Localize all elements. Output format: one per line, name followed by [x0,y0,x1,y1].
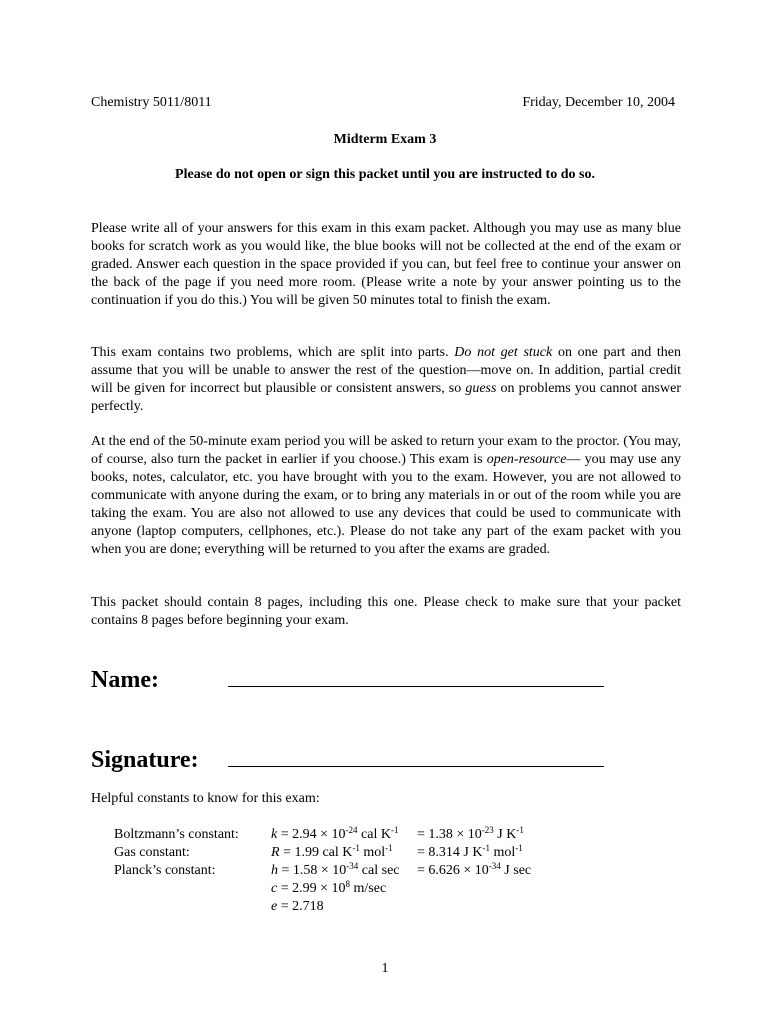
exponent: -1 [390,825,399,835]
paragraph-text: on one part and then assume that you will be unable to answer the rest of the question—move on. In addition, partial credit will be given for incorrect but plausible or consistent answers, so [91,345,682,396]
instructions-paragraph-4: This packet should contain 8 pages, including this one. Please check to make sure that your packet contains 8 pages before beginning your exam. [91,595,681,628]
exam-date: Friday, December 10, 2004 [522,95,675,110]
constant-label: Gas constant: [114,845,190,860]
emphasis-text: Do not get stuck [454,345,553,360]
constant-value-si [417,826,524,844]
value-text: = 1.38 × 10 [417,827,482,842]
signature-field-line[interactable] [228,766,604,767]
page-number: 1 [381,961,389,976]
constants-table [114,826,554,916]
constant-value [271,898,324,916]
constant-row-light [114,880,554,898]
constant-value-cal [271,844,393,862]
constant-symbol: R [271,845,280,860]
signature-label: Signature: [91,747,199,773]
exam-title: Midterm Exam 3 [333,132,437,147]
exponent: 8 [345,879,351,889]
constant-value-cal [271,862,400,880]
emphasis-text: guess [465,381,497,396]
name-field-line[interactable] [228,686,604,687]
constant-symbol: k [271,827,278,842]
constant-symbol: h [271,863,278,878]
name-label: Name: [91,667,159,693]
exponent: -1 [515,843,523,853]
instructions-paragraph-3 [91,433,681,559]
constant-symbol: e [271,899,278,914]
unit-text: J sec [500,863,532,878]
unit-text: J K [493,827,517,842]
exponent: -34 [488,861,501,871]
constant-symbol: c [271,881,278,896]
constant-value-si [417,844,523,862]
exponent: -1 [352,843,360,853]
exponent: -1 [385,843,393,853]
paragraph-text: At the end of the 50-minute exam period you will be asked to return your exam to the proctor. (You may, of course, also turn the packet in earlier if you choose.) This exam is [91,434,681,467]
constant-value-si [417,862,531,880]
paragraph-text: on problems you cannot answer perfectly. [91,381,681,414]
value-text: = 8.314 J K [417,845,483,860]
emphasis-text: open-resource [486,452,567,467]
exponent: -1 [482,843,490,853]
unit-text: m/sec [350,881,387,896]
constant-value-cal [271,826,398,844]
value-text: = 2.99 × 10 [277,881,346,896]
paragraph-text: This exam contains two problems, which are split into parts. [91,345,455,360]
constant-row-boltzmann [114,826,554,844]
constant-row-planck [114,862,554,880]
value-text: = 2.94 × 10 [277,827,346,842]
value-text: = 6.626 × 10 [417,863,489,878]
value-text: = 1.58 × 10 [278,863,347,878]
unit-text: mol [359,845,386,860]
constant-row-gas [114,844,554,862]
unit-text: mol [489,845,516,860]
exponent: -24 [345,825,358,835]
value-text: = 1.99 cal K [279,845,353,860]
constant-label: Boltzmann’s constant: [114,827,239,842]
exam-instruction-banner: Please do not open or sign this packet until you are instructed to do so. [175,167,595,182]
exponent: -1 [516,825,524,835]
constant-value [271,880,386,898]
course-title: Chemistry 5011/8011 [91,95,212,110]
constant-row-euler [114,898,554,916]
value-text: = 2.718 [277,899,324,914]
unit-text: cal sec [358,863,400,878]
exponent: -23 [481,825,494,835]
instructions-paragraph-1: Please write all of your answers for this exam in this exam packet. Although you may use as many blue books for scratch work as you would like, the blue books will not be collected at the end of the exam or graded. Answer each question in the space provided if you can, but feel free to continue your answer on the back of the page if you need more room. (Please write a note by your answer pointing us to the continuation if you do this.) You will be given 50 minutes total to finish the exam. [91,221,681,308]
constant-label: Planck’s constant: [114,863,216,878]
unit-text: cal K [357,827,391,842]
constants-intro: Helpful constants to know for this exam: [91,791,320,806]
exponent: -34 [346,861,359,871]
paragraph-text: — you may use any books, notes, calculator, etc. you have brought with you to the exam. However, you are not allowed to communicate with anyone during the exam, or to bring any materials in or out of the room while you are taking the exam. You are also not allowed to use any devices that could be used to communicate with anyone (laptop computers, cellphones, etc.). Please do not take any part of the exam packet with you when you are done; everything will be returned to you after the exams are graded. [91,452,681,557]
instructions-paragraph-2 [91,344,681,416]
